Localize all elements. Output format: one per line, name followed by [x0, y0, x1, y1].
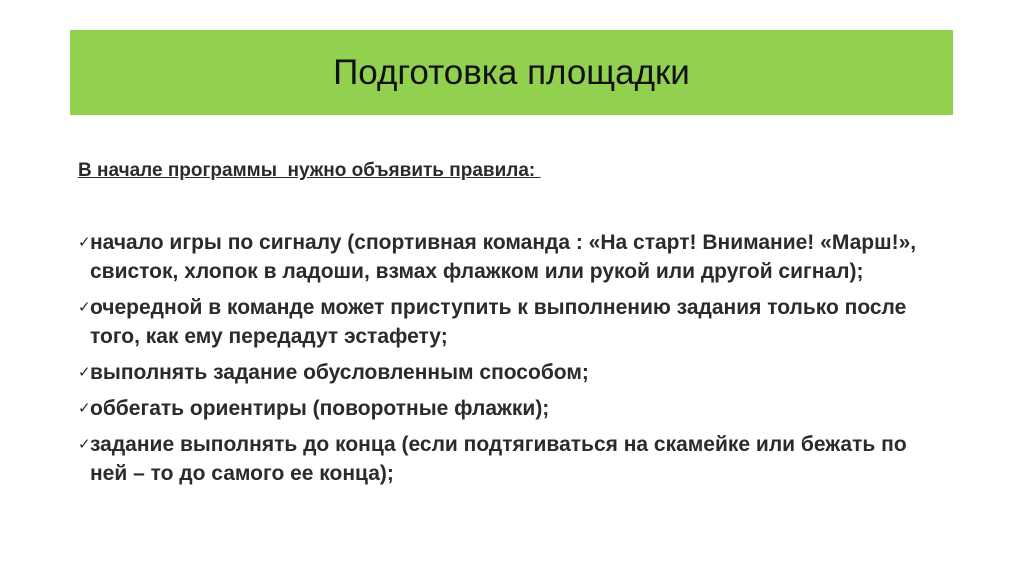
checkmark-icon: ✓	[78, 364, 91, 381]
rule-item	[78, 430, 938, 488]
rule-item	[78, 293, 938, 351]
rule-item	[78, 394, 938, 423]
rule-text: начало игры по сигналу (спортивная команда : «На старт! Внимание! «Марш!», свисток, хлопок в ладоши, взмах флажком или рукой или другой сигнал);	[90, 231, 917, 283]
rule-item	[78, 358, 938, 387]
rules-list	[78, 228, 938, 495]
rule-item	[78, 228, 938, 286]
checkmark-icon: ✓	[78, 436, 91, 453]
checkmark-icon: ✓	[78, 299, 91, 316]
checkmark-icon: ✓	[78, 234, 91, 251]
rule-text: задание выполнять до конца (если подтягиваться на скамейке или бежать по ней – то до самого ее конца);	[90, 433, 907, 485]
checkmark-icon: ✓	[78, 400, 91, 417]
rule-text: очередной в команде может приступить к выполнению задания только после того, как ему передадут эстафету;	[90, 296, 907, 348]
rule-text: оббегать ориентиры (поворотные флажки);	[90, 397, 550, 420]
slide-title: Подготовка площадки	[333, 52, 690, 92]
title-banner	[70, 30, 953, 115]
intro-text: В начале программы нужно объявить правила:	[78, 160, 541, 181]
rule-text: выполнять задание обусловленным способом;	[90, 361, 589, 384]
